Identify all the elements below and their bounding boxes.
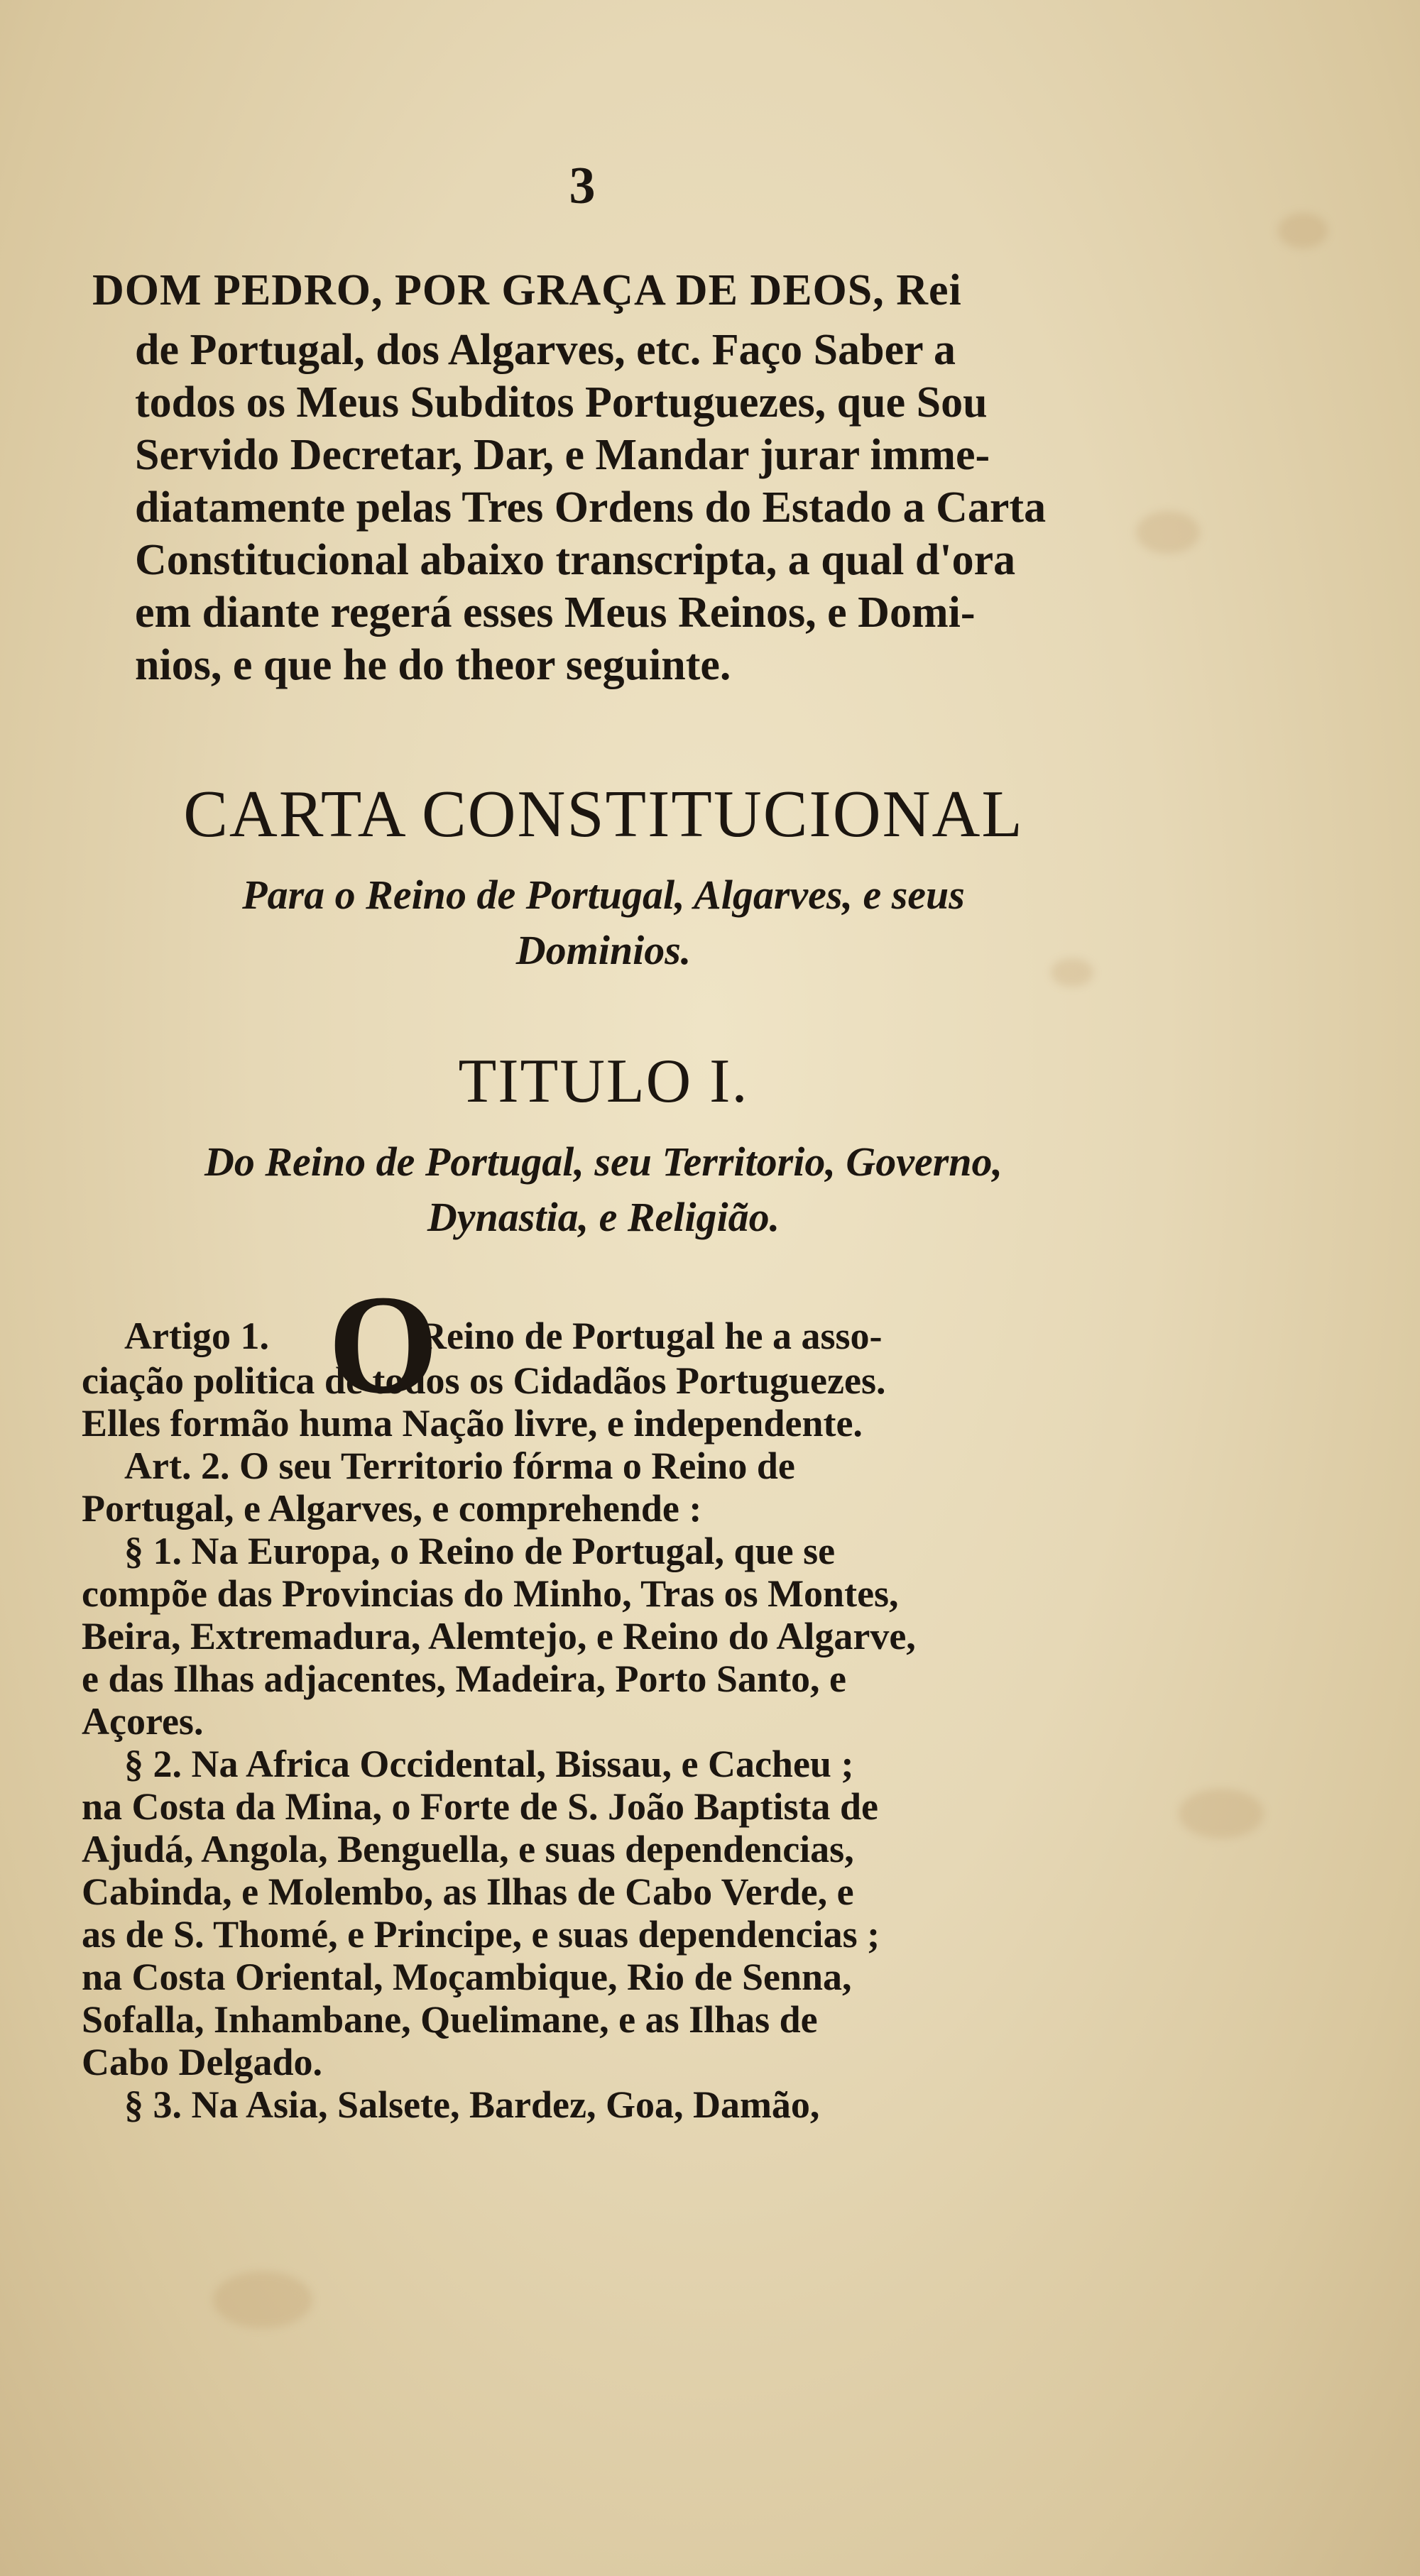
body-line: Art. 2. O seu Territorio fórma o Reino de xyxy=(124,1445,795,1487)
body-line: § 1. Na Europa, o Reino de Portugal, que se xyxy=(124,1530,836,1572)
intro-line: nios, e que he do theor seguinte. xyxy=(135,641,731,689)
intro-line: em diante regerá esses Meus Reinos, e Domi- xyxy=(135,588,976,637)
subheading-line: Para o Reino de Portugal, Algarves, e seus xyxy=(242,872,965,918)
body-line: Ajudá, Angola, Benguella, e suas dependencias, xyxy=(82,1828,854,1870)
article-1-line: Elles formão huma Nação livre, e independente. xyxy=(82,1402,863,1445)
intro-line: DOM PEDRO, POR GRAÇA DE DEOS, Rei xyxy=(92,266,962,314)
body-line: § 3. Na Asia, Salsete, Bardez, Goa, Damão, xyxy=(124,2083,820,2126)
body-line: Cabo Delgado. xyxy=(82,2041,323,2083)
body-line: Açores. xyxy=(82,1700,204,1743)
article-1-first-line: Reino de Portugal he a asso- xyxy=(419,1315,883,1357)
article-1-line: ciação politica de todos os Cidadãos Portuguezes. xyxy=(82,1359,886,1402)
intro-line: Servido Decretar, Dar, e Mandar jurar imme- xyxy=(135,431,990,479)
body-line: e das Ilhas adjacentes, Madeira, Porto Santo, e xyxy=(82,1657,846,1700)
body-line: Sofalla, Inhambane, Quelimane, e as Ilhas de xyxy=(82,1998,818,2041)
main-heading: CARTA CONSTITUCIONAL xyxy=(183,777,1024,851)
page-number: 3 xyxy=(569,157,596,215)
body-line: Beira, Extremadura, Alemtejo, e Reino do Algarve, xyxy=(82,1615,916,1657)
titulo-heading: TITULO I. xyxy=(458,1047,749,1116)
body-line: as de S. Thomé, e Principe, e suas dependencias ; xyxy=(82,1913,880,1956)
body-line: Cabinda, e Molembo, as Ilhas de Cabo Verde, e xyxy=(82,1870,854,1913)
intro-line: todos os Meus Subditos Portuguezes, que Sou xyxy=(135,378,988,427)
body-line: § 2. Na Africa Occidental, Bissau, e Cacheu ; xyxy=(124,1743,854,1785)
intro-line: de Portugal, dos Algarves, etc. Faço Saber a xyxy=(135,326,956,374)
body-line: Portugal, e Algarves, e comprehende : xyxy=(82,1487,702,1530)
intro-line: diatamente pelas Tres Ordens do Estado a Carta xyxy=(135,483,1047,532)
titulo-sub-line: Do Reino de Portugal, seu Territorio, Governo, xyxy=(204,1139,1003,1185)
drop-cap: O xyxy=(328,1266,439,1423)
subheading-line: Dominios. xyxy=(515,927,692,973)
article-1-lead: Artigo 1. xyxy=(124,1315,269,1357)
body-line: na Costa da Mina, o Forte de S. João Baptista de xyxy=(82,1785,879,1828)
intro-line: Constitucional abaixo transcripta, a qual d'ora xyxy=(135,536,1016,584)
body-line: na Costa Oriental, Moçambique, Rio de Senna, xyxy=(82,1956,852,1998)
titulo-sub-line: Dynastia, e Religião. xyxy=(427,1194,780,1240)
body-line: compõe das Provincias do Minho, Tras os Montes, xyxy=(82,1572,899,1615)
